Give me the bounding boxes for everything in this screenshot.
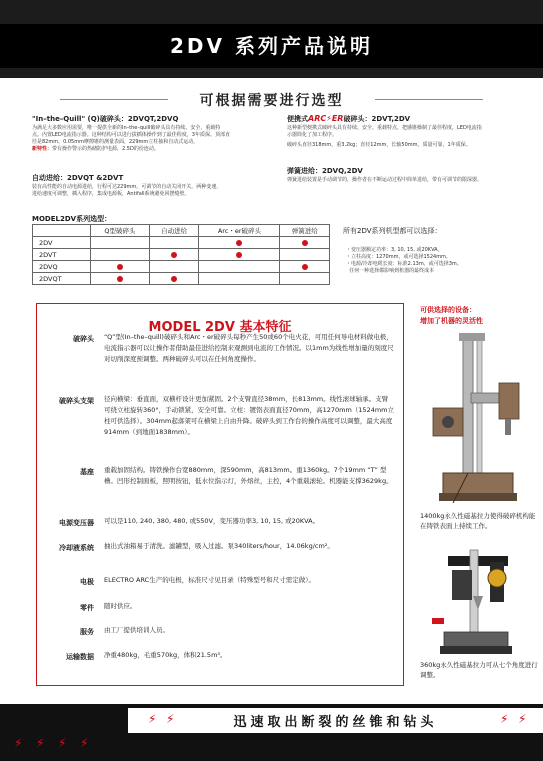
arcer-heading bbox=[287, 114, 410, 124]
options-item: ・立柱高度：1270mm，或可选择1524mm。 bbox=[346, 254, 451, 260]
selection-model-cell: 2DVQ bbox=[33, 261, 91, 273]
arcer-heading-prefix: 便携式 bbox=[287, 115, 308, 123]
quill-note-label: 新特性： bbox=[32, 146, 53, 152]
selection-header-cell: 弹簧进给 bbox=[280, 225, 330, 237]
arcer-line: 示器简化了加工程序。 bbox=[287, 132, 338, 138]
options-title: 所有2DV系列机型都可以选择： bbox=[343, 227, 442, 235]
selection-header-cell: Q型破碎头 bbox=[91, 225, 150, 237]
selection-row bbox=[33, 261, 330, 273]
spec-label: 破碎头 bbox=[73, 335, 94, 343]
selection-dot-icon bbox=[236, 240, 242, 246]
selection-model-cell: 2DVT bbox=[33, 249, 91, 261]
arcer-heading-suffix: 破碎头：2DVT,2DV bbox=[343, 115, 411, 123]
magnetic-base-caption: 1400kg永久性磁基拉力使得破碎机构能在铸铁表面上持续工作。 bbox=[420, 512, 536, 530]
spring-description bbox=[287, 177, 532, 184]
selection-table bbox=[32, 224, 330, 285]
spec-text: 净重480kg，毛重570kg，体积21.5m³。 bbox=[104, 651, 227, 659]
spec-label: 电源变压器 bbox=[59, 519, 94, 527]
quill-note bbox=[32, 146, 272, 153]
spec-label: 零件 bbox=[80, 604, 94, 612]
magnetic-base-machine-image bbox=[413, 333, 531, 506]
spark-icon: ⚡ bbox=[58, 736, 67, 750]
spec-text: 可以是110, 240, 380, 480, 或550V，变压器功率3, 10, 15, 或20KVA。 bbox=[104, 517, 320, 525]
spark-icon: ⚡ bbox=[14, 736, 23, 750]
selection-header-cell: 自动进给 bbox=[149, 225, 199, 237]
selection-dot-icon bbox=[117, 276, 123, 282]
tilting-base-caption: 360kg永久性磁基拉力可从七个角度进行调整。 bbox=[420, 661, 538, 679]
options-item: 任何一种选择都影响到机器的最终成本 bbox=[346, 268, 435, 274]
spring-line: 弹簧进给装置是手动调节的，操作者在不断运动过程中简单进给，带有可调节的限深器。 bbox=[287, 177, 483, 183]
selection-dot-icon bbox=[171, 252, 177, 258]
quill-description bbox=[32, 125, 272, 153]
selection-mark-cell bbox=[280, 237, 330, 249]
autofeed-description bbox=[32, 184, 272, 198]
selection-mark-cell bbox=[280, 273, 330, 285]
tilting-base-machine-image bbox=[418, 548, 536, 658]
model-features-title: MODEL 2DV 基本特征 bbox=[148, 320, 292, 335]
selection-mark-cell bbox=[149, 261, 199, 273]
selection-model-cell: 2DV bbox=[33, 237, 91, 249]
spec-text: 重载加固结构。铸铁操作台宽880mm，深590mm，高813mm。重1360kg。7个19mm “T” 型槽。凹形控制面板，照明按钮，低水位指示灯，外熔丝，主控，4个重载滚轮。机器能支撑3629kg。 bbox=[104, 466, 393, 485]
quill-line: 点。内置LED电流指示器。这种结构可以进行拔插体操作到了最佳程度，3年质保。顶部直 bbox=[32, 132, 230, 138]
selection-row bbox=[33, 237, 330, 249]
selection-mark-cell bbox=[91, 249, 150, 261]
optional-equipment-caption bbox=[420, 305, 540, 327]
spec-label: 基座 bbox=[80, 468, 94, 476]
options-item: ・电源/冷却电缆长度：标准2.13m，或可选择3m。 bbox=[346, 261, 462, 267]
spark-icon: ⚡ bbox=[500, 712, 509, 726]
spark-icon: ⚡ bbox=[36, 736, 45, 750]
spark-icon: ⚡ bbox=[148, 712, 157, 726]
selection-mark-cell bbox=[91, 273, 150, 285]
spec-text: 随时供应。 bbox=[104, 602, 137, 610]
selection-dot-icon bbox=[171, 276, 177, 282]
selection-dot-icon bbox=[302, 264, 308, 270]
selection-mark-cell bbox=[149, 273, 199, 285]
selection-mark-cell bbox=[280, 249, 330, 261]
selection-row bbox=[33, 273, 330, 285]
selection-mark-cell bbox=[280, 261, 330, 273]
spring-heading: 弹簧进给：2DVQ,2DV bbox=[287, 167, 363, 175]
options-list bbox=[346, 247, 462, 275]
selection-dot-icon bbox=[302, 240, 308, 246]
optional-equipment-subtitle: 增加了机器的灵活性 bbox=[420, 317, 483, 325]
spec-label: 电极 bbox=[80, 578, 94, 586]
autofeed-line: 装有高性能的自动电源进给，行程可达229mm。可调节的自动关闭开关，两种变速， bbox=[32, 184, 222, 190]
selection-header-cell bbox=[33, 225, 91, 237]
selection-header-row bbox=[33, 225, 330, 237]
selection-mark-cell bbox=[199, 249, 280, 261]
page-title: 2DV 系列产品说明 bbox=[170, 34, 373, 58]
optional-equipment-title: 可供选择的设备： bbox=[420, 306, 476, 314]
arcer-description bbox=[287, 125, 527, 149]
footer-slogan: 迅速取出断裂的丝锥和钻头 bbox=[233, 715, 438, 730]
spec-label: 冷却液系统 bbox=[59, 544, 94, 552]
arcer-line: 破碎头直径318mm，重3.2kg；直径12mm，长轴50mm，质量可靠，1年质保。 bbox=[287, 142, 471, 148]
selection-mark-cell bbox=[91, 261, 150, 273]
selection-header-cell: Arc・er破碎头 bbox=[199, 225, 280, 237]
selection-mark-cell bbox=[199, 237, 280, 249]
spark-icon: ⚡ bbox=[518, 712, 527, 726]
spark-icon: ⚡ bbox=[80, 736, 89, 750]
spec-label: 运输数据 bbox=[66, 653, 94, 661]
spec-label: 破碎头支架 bbox=[59, 397, 94, 405]
selection-mark-cell bbox=[199, 273, 280, 285]
autofeed-heading: 自动进给：2DVQT &2DVT bbox=[32, 174, 124, 182]
spec-text: 由工厂提供培训人员。 bbox=[104, 626, 169, 634]
spec-text: 径向横梁：垂直面，双横杆设计更加紧固。2个支臂直径38mm，长813mm。线性滚球轴承。支臂可绕立柱旋转360°，手动锁紧，安全可靠。立柱：镀铬表面直径70mm，高1270mm（1524mm立柱可供选择）。304mm起落架可在横梁上自由升降。破碎头到工作台的操作高度可以调整，最大高度914mm（到地面1838mm）。 bbox=[104, 395, 395, 436]
selection-model-cell: 2DVQT bbox=[33, 273, 91, 285]
quill-heading: "In–the–Quill" (Q)破碎头：2DVQT,2DVQ bbox=[32, 115, 179, 123]
autofeed-line: 进给速度可调整，插入程序，集成电源板，Antifall系统避免回摆缝壁。 bbox=[32, 191, 190, 197]
selection-mark-cell bbox=[149, 249, 199, 261]
spec-text: “Q”型(In–the–quill)破碎头和Arc・er破碎头每秒产生50或60个电火花，可用任何导电材料做电极，电流指示器可以让操作者借助最佳进给控制来观测到电流的工作情况。以1mm为线性增加量的刻度尺对切削深度预调整。两种破碎头可以在任何角度操作。 bbox=[104, 333, 394, 363]
arcer-brand-logo: ARC⚡ER bbox=[308, 114, 344, 123]
quill-note-text: 带有操作警示的热储防护电源，2.5D的份连动。 bbox=[52, 146, 159, 152]
quill-line: 径是82mm，0.05mm摩擦锥的测量表面，229mm立柱抽和自动式运动。 bbox=[32, 139, 199, 145]
spec-text: 抽出式油箱易于清洗。滤罐型，吸入过滤。泵340liters/hour，14.06kg/cm²。 bbox=[104, 542, 334, 550]
selection-dot-icon bbox=[117, 264, 123, 270]
quill-line: 为满足大多数应用需要，唯一提供全新的In–the–quill破碎头具有持续、安全，重载特 bbox=[32, 125, 221, 131]
spec-text: ELECTRO ARC生产的电极，标准尺寸见目录（特殊型号和尺寸需定做）。 bbox=[104, 576, 315, 584]
selection-mark-cell bbox=[91, 237, 150, 249]
selection-row bbox=[33, 249, 330, 261]
selection-table-title: MODEL2DV系列选型： bbox=[32, 215, 112, 223]
options-item: ・变压器额定功率：3, 10, 15, 或20KVA。 bbox=[346, 247, 443, 253]
arcer-line: 这种新型便携式破碎头具有持续、安全、重载特点，把感锥操制了最佳程度，LED电流指 bbox=[287, 125, 482, 131]
spec-label: 服务 bbox=[80, 628, 94, 636]
selection-mark-cell bbox=[149, 237, 199, 249]
selection-dot-icon bbox=[236, 252, 242, 258]
selection-mark-cell bbox=[199, 261, 280, 273]
spark-icon: ⚡ bbox=[166, 712, 175, 726]
section-subtitle: 可根据需要进行选型 bbox=[199, 93, 344, 109]
